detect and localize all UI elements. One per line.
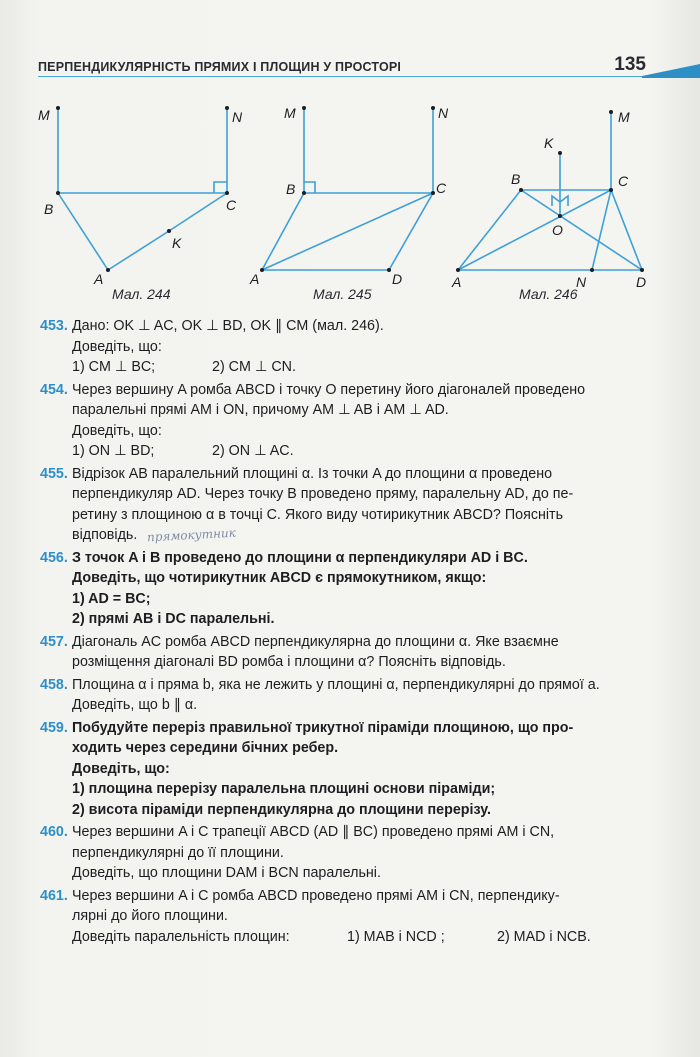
problem-number: 453. <box>40 318 68 334</box>
problem-459 <box>40 718 660 821</box>
problem-item: 2) CM ⊥ CN. <box>212 359 296 375</box>
fig245-label-N: N <box>438 105 449 121</box>
problem-453 <box>40 316 660 378</box>
fig245-label-M: M <box>284 105 296 121</box>
problem-item: Доведіть паралельність площин: <box>72 928 290 945</box>
problem-line: Доведіть, що b ∥ α. <box>72 697 198 713</box>
problem-460 <box>40 822 660 884</box>
problem-line: Доведіть, що: <box>72 422 162 439</box>
problem-line: З точок A і B проведено до площини α перпендикуляри AD і BC. <box>72 549 528 566</box>
corner-tab-decoration <box>642 62 700 78</box>
problem-line: лярні до його площини. <box>72 908 228 924</box>
problem-line: 1) площина перерізу паралельна площині основи піраміди; <box>72 781 496 797</box>
problem-number: 455. <box>40 465 68 482</box>
problem-number: 459. <box>40 719 68 736</box>
fig244-label-B: B <box>44 201 54 217</box>
caption-fig245: Мал. 245 <box>313 286 372 302</box>
problems-list <box>40 316 660 949</box>
fig244-label-N: N <box>232 109 243 125</box>
fig246-label-M: M <box>618 109 630 125</box>
fig246-label-A: A <box>452 274 462 290</box>
fig245-label-B: B <box>286 181 296 197</box>
problem-line: Побудуйте переріз правильної трикутної піраміди площиною, що про- <box>72 719 574 736</box>
problem-number: 457. <box>40 633 68 650</box>
problem-line: 1) AD = BC; <box>72 590 151 607</box>
caption-fig244: Мал. 244 <box>112 286 171 302</box>
handwritten-note: прямокутник <box>147 525 237 545</box>
problem-number: 461. <box>40 887 68 904</box>
problem-number: 458. <box>40 676 68 693</box>
problem-line: ходить через середини бічних ребер. <box>72 740 339 756</box>
fig246-label-C: C <box>618 173 629 189</box>
problem-457 <box>40 632 660 673</box>
fig244-label-C: C <box>226 197 237 213</box>
problem-458 <box>40 675 660 716</box>
problem-line: Дано: OK ⊥ AC, OK ⊥ BD, OK ∥ CM (мал. 246). <box>72 318 384 334</box>
fig245-label-D: D <box>392 271 403 287</box>
problem-461 <box>40 886 660 948</box>
problem-number: 460. <box>40 824 68 840</box>
problem-456 <box>40 548 660 630</box>
problem-number: 456. <box>40 549 68 566</box>
problem-item: 1) CM ⊥ BC; <box>72 359 156 375</box>
problem-line: паралельні прямі AM і ON, причому AM ⊥ AB і AM ⊥ AD. <box>72 402 449 418</box>
problem-line: ретину з площиною α в точці C. Якого виду чотирикутник ABCD? Поясніть <box>72 506 564 523</box>
fig246-label-N: N <box>576 274 587 290</box>
problem-line: Через вершину A ромба ABCD і точку O перетину його діагоналей проведено <box>72 381 586 398</box>
page-number: 135 <box>614 54 646 75</box>
fig246-label-D: D <box>636 274 647 290</box>
problem-line: Доведіть, що площини DAM і BCN паралельні. <box>72 865 381 881</box>
problem-items <box>72 927 660 948</box>
problem-line: Доведіть, що чотирикутник ABCD є прямокутником, якщо: <box>72 570 487 586</box>
problem-items <box>72 441 660 462</box>
problem-line: перпендикулярні до її площини. <box>72 844 284 861</box>
problem-line: Через вершини A і C ромба ABCD проведено прямі AM і CN, перпендику- <box>72 887 560 904</box>
fig246-label-B: B <box>511 171 521 187</box>
problem-last-line <box>72 525 660 546</box>
running-head-title: ПЕРПЕНДИКУЛЯРНІСТЬ ПРЯМИХ І ПЛОЩИН У ПРОСТОРІ <box>38 60 402 74</box>
problem-line: Діагональ AC ромба ABCD перпендикулярна до площини α. Яке взаємне <box>72 633 559 650</box>
fig246-label-K: K <box>544 135 554 151</box>
problem-line: Доведіть, що: <box>72 760 170 777</box>
problem-line: Площина α і пряма b, яка не лежить у площині α, перпендикулярні до прямої a. <box>72 676 600 693</box>
problem-item: 1) MAB і NCD ; <box>347 928 445 945</box>
problem-item: 1) ON ⊥ BD; <box>72 443 155 459</box>
problem-items <box>72 357 660 378</box>
problem-line: 2) прямі AB і DC паралельні. <box>72 611 275 627</box>
problem-454 <box>40 380 660 462</box>
page-header <box>38 54 658 80</box>
problem-item: 2) MAD і NCB. <box>497 928 591 945</box>
problem-line: розміщення діагоналі BD ромба і площини α? Поясніть відповідь. <box>72 654 506 670</box>
fig246-label-O: O <box>552 222 563 238</box>
problem-line: Відрізок AB паралельний площині α. Із точки A до площини α проведено <box>72 465 553 482</box>
problem-455 <box>40 464 660 546</box>
problem-line: перпендикуляр AD. Через точку B проведено пряму, паралельну AD, до пе- <box>72 486 574 502</box>
fig244-label-A: A <box>94 271 104 287</box>
fig245-label-C: C <box>436 180 447 196</box>
fig244-label-K: K <box>172 235 182 251</box>
fig244-label-M: M <box>38 107 50 123</box>
problem-line: Через вершини A і C трапеції ABCD (AD ∥ BC) проведено прямі AM і CN, <box>72 824 555 840</box>
header-rule <box>38 76 650 77</box>
problem-item: 2) ON ⊥ AC. <box>212 443 294 459</box>
fig245-label-A: A <box>250 271 260 287</box>
problem-line: Доведіть, що: <box>72 338 162 355</box>
figures-244-246 <box>36 88 661 308</box>
problem-line: відповідь. <box>72 527 138 543</box>
problem-number: 454. <box>40 381 68 398</box>
caption-fig246: Мал. 246 <box>519 286 578 302</box>
problem-line: 2) висота піраміди перпендикулярна до площини перерізу. <box>72 801 491 818</box>
